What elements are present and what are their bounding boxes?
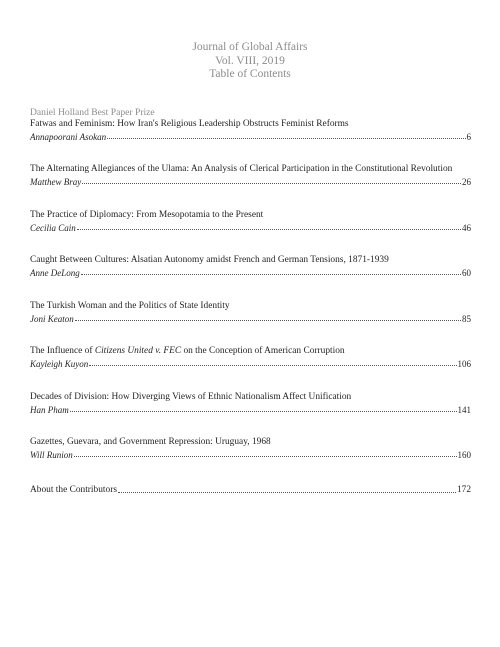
dot-leader [74, 456, 457, 457]
entry-title[interactable]: Fatwas and Feminism: How Iran's Religious Leadership Obstructs Feminist Reforms [30, 119, 349, 129]
toc-entry[interactable] [30, 437, 471, 461]
entry-author: Joni Keaton [30, 313, 74, 324]
toc-entry[interactable] [30, 210, 471, 234]
entry-page: 160 [457, 449, 471, 460]
journal-header [0, 41, 500, 82]
dot-leader [89, 365, 456, 366]
journal-title: Journal of Global Affairs [192, 41, 308, 53]
dot-leader [75, 320, 461, 321]
entry-author-line [30, 176, 471, 189]
dot-leader [118, 492, 456, 493]
entry-page: 141 [457, 404, 471, 415]
toc-entry[interactable] [30, 301, 471, 325]
entry-page: 46 [462, 222, 471, 233]
entry-page: 26 [462, 176, 471, 187]
entry-author-line [30, 449, 471, 462]
dot-leader [82, 183, 461, 184]
entry-title-part: on the Conception of American Corruption [181, 346, 345, 356]
toc-entry[interactable] [30, 392, 471, 416]
entry-author: Cecilia Cain [30, 222, 76, 233]
entry-author: Kayleigh Kuyon [30, 358, 89, 369]
entry-title[interactable]: Caught Between Cultures: Alsatian Autonomy amidst French and German Tensions, 1871-1939 [30, 255, 389, 265]
dot-leader [107, 138, 465, 139]
entry-author: Matthew Bray [30, 176, 82, 187]
entry-page: 85 [462, 313, 471, 324]
entry-title[interactable]: The Alternating Allegiances of the Ulama: An Analysis of Clerical Participation in the Constitutional Revolution [30, 164, 453, 174]
entry-author: Will Runion [30, 449, 73, 460]
entry-author-line [30, 131, 471, 144]
entry-title[interactable]: The Turkish Woman and the Politics of State Identity [30, 301, 230, 311]
entry-author-line [30, 222, 471, 235]
entry-title-italic: Citizens United v. FEC [94, 346, 182, 356]
toc-entry[interactable] [30, 346, 471, 370]
section-title: Table of Contents [209, 68, 291, 80]
dot-leader [70, 411, 457, 412]
entry-author: Anne DeLong [30, 267, 80, 278]
entry-author-line [30, 267, 471, 280]
contributors-line [30, 484, 471, 497]
entry-page: 60 [462, 267, 471, 278]
prize-label: Daniel Holland Best Paper Prize [30, 107, 155, 118]
entry-page: 6 [466, 131, 471, 142]
toc-entry[interactable] [30, 255, 471, 279]
entry-title[interactable] [30, 346, 471, 358]
entry-page: 106 [457, 358, 471, 369]
entry-title[interactable]: Gazettes, Guevara, and Government Repression: Uruguay, 1968 [30, 437, 271, 447]
journal-volume: Vol. VIII, 2019 [215, 54, 285, 67]
entry-author-line [30, 358, 471, 371]
table-of-contents [30, 107, 471, 495]
entry-author-line [30, 313, 471, 326]
contributors-page: 172 [456, 485, 471, 495]
toc-entry[interactable] [30, 119, 471, 143]
entry-title[interactable]: The Practice of Diplomacy: From Mesopotamia to the Present [30, 210, 264, 220]
entry-title[interactable]: Decades of Division: How Diverging Views of Ethnic Nationalism Affect Unification [30, 392, 352, 402]
contributors-label[interactable]: About the Contributors [30, 485, 117, 495]
entry-author-line [30, 404, 471, 417]
entry-author: Annapoorani Asokan [30, 131, 107, 142]
entry-author: Han Pham [30, 404, 69, 415]
toc-entry-contributors[interactable] [30, 484, 471, 497]
dot-leader [81, 274, 461, 275]
entry-title-part: The Influence of [30, 346, 95, 356]
toc-entry[interactable] [30, 164, 471, 188]
dot-leader [77, 229, 461, 230]
